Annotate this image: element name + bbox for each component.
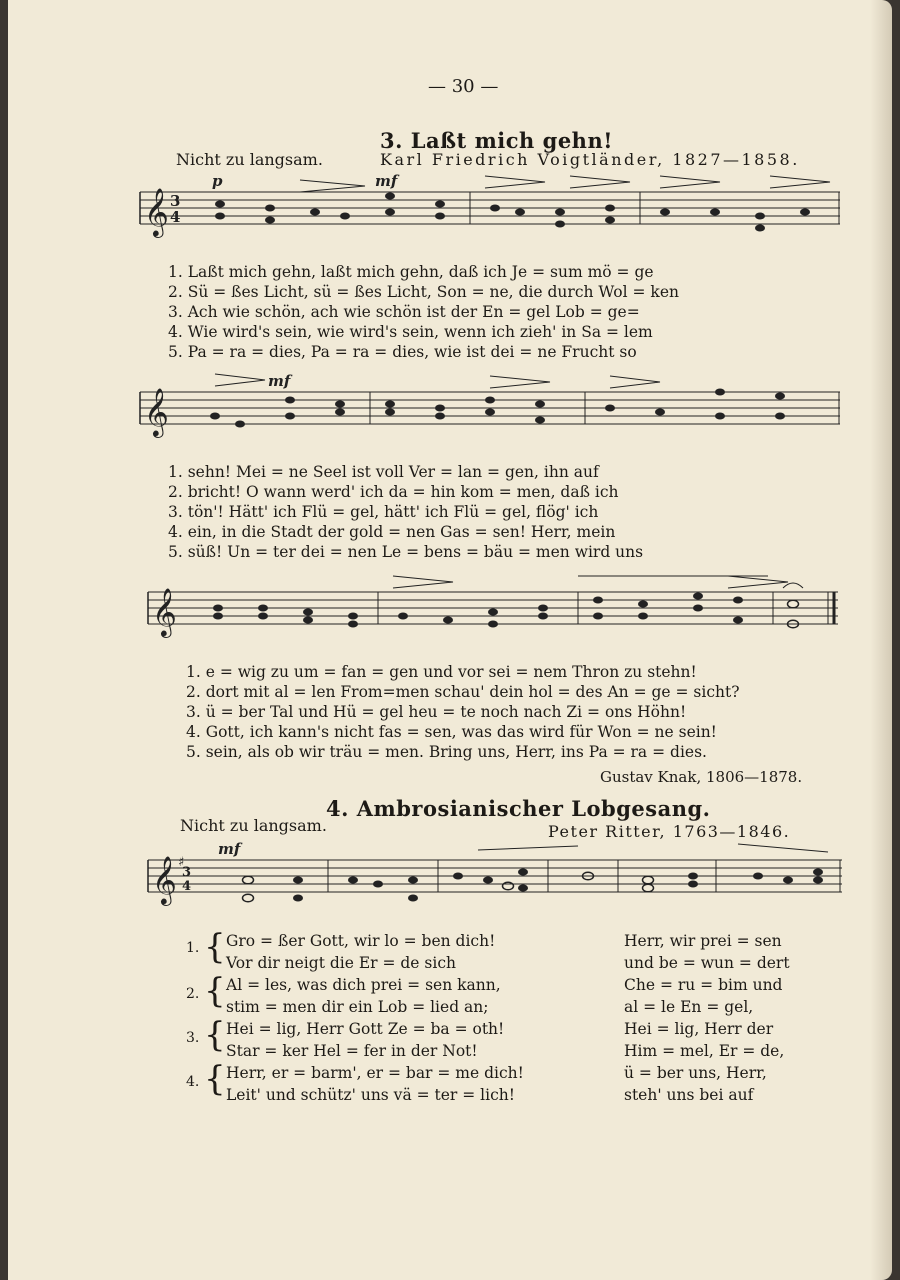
lyric-line: 5. süß! Un = ter dei = nen Le = bens = bäu = men wird uns <box>168 543 644 561</box>
svg-text:𝄞: 𝄞 <box>152 855 177 904</box>
lyric-line: steh' uns bei auf <box>624 1086 754 1104</box>
lyric-line: 4. ein, in die Stadt der gold = nen Gas = sen! Herr, mein <box>168 523 616 541</box>
lyric-line: 1. sehn! Mei = ne Seel ist voll Ver = lan = gen, ihn auf <box>168 463 599 481</box>
hymn-3-staff-3 <box>148 580 848 650</box>
svg-text:4: 4 <box>170 208 181 226</box>
svg-text:𝄞: 𝄞 <box>144 187 169 236</box>
verse-brace: { <box>204 971 226 1011</box>
hymn-3-lyrics-system-3 <box>186 662 740 762</box>
staff-2-notation <box>140 372 840 450</box>
hymn-3-lyrics-system-2 <box>168 462 643 562</box>
lyric-line: Gro = ßer Gott, wir lo = ben dich! <box>226 932 496 950</box>
svg-text:𝄞: 𝄞 <box>144 387 169 436</box>
lyric-line: 5. Pa = ra = dies, Pa = ra = dies, wie ist dei = ne Frucht so <box>168 343 637 361</box>
hymn-3-tempo: Nicht zu langsam. <box>176 150 323 169</box>
lyric-line: 2. dort mit al = len From=men schau' dein hol = des An = ge = sicht? <box>186 683 740 701</box>
hymn-4-lyrics-left <box>226 930 524 1106</box>
dynamic-mf: mf <box>375 172 398 190</box>
hymn-3-lyrics-system-1 <box>168 262 679 362</box>
lyric-line: Al = les, was dich prei = sen kann, <box>226 976 501 994</box>
lyric-line: 3. tön'! Hätt' ich Flü = gel, hätt' ich Flü = gel, flög' ich <box>168 503 599 521</box>
lyric-line: stim = men dir ein Lob = lied an; <box>226 998 489 1016</box>
lyric-line: und be = wun = dert <box>624 954 790 972</box>
lyric-line: 2. Sü = ßes Licht, sü = ßes Licht, Son = ne, die durch Wol = ken <box>168 283 679 301</box>
lyric-line: Hei = lig, Herr Gott Ze = ba = oth! <box>226 1020 505 1038</box>
lyric-line: Leit' und schütz' uns vä = ter = lich! <box>226 1086 515 1104</box>
lyric-line: 1. e = wig zu um = fan = gen und vor sei = nem Thron zu stehn! <box>186 663 697 681</box>
hymn-4-staff-notation <box>148 840 842 916</box>
verse-number: 2. <box>186 986 200 1002</box>
page-number: — 30 — <box>428 76 499 97</box>
svg-text:4: 4 <box>182 879 192 894</box>
verse-number: 1. <box>186 940 200 956</box>
hymn-3-composer: Karl Friedrich Voigtländer, 1827—1858. <box>380 150 800 169</box>
svg-text:3: 3 <box>170 192 181 210</box>
lyric-line: 2. bricht! O wann werd' ich da = hin kom = men, daß ich <box>168 483 619 501</box>
lyric-line: Star = ker Hel = fer in der Not! <box>226 1042 478 1060</box>
verse-brace: { <box>204 1059 226 1099</box>
lyric-line: Vor dir neigt die Er = de sich <box>226 954 456 972</box>
lyric-line: al = le En = gel, <box>624 998 754 1016</box>
dynamic-p: p <box>212 172 223 190</box>
lyric-line: 1. Laßt mich gehn, laßt mich gehn, daß ich Je = sum mö = ge <box>168 263 654 281</box>
hymn-4-title: 4. Ambrosianischer Lobgesang. <box>326 796 711 821</box>
hymn-4-lyrics-right <box>624 930 790 1106</box>
verse-brace: { <box>204 927 226 967</box>
lyric-line: 3. Ach wie schön, ach wie schön ist der En = gel Lob = ge= <box>168 303 640 321</box>
verse-brace: { <box>204 1015 226 1055</box>
svg-text:𝄞: 𝄞 <box>152 587 177 636</box>
verse-number: 4. <box>186 1074 200 1090</box>
svg-text:♯: ♯ <box>178 855 185 870</box>
lyric-line: Herr, wir prei = sen <box>624 932 782 950</box>
hymn-4-tempo: Nicht zu langsam. <box>180 816 327 835</box>
hymn-3-title: 3. Laßt mich gehn! <box>380 128 613 153</box>
lyric-line: Hei = lig, Herr der <box>624 1020 774 1038</box>
hymn-3-poet: Gustav Knak, 1806—1878. <box>600 768 803 786</box>
staff-3-notation <box>148 580 838 650</box>
lyric-line: 4. Gott, ich kann's nicht fas = sen, was das wird für Won = ne sein! <box>186 723 717 741</box>
hymn-4-staff-1 <box>148 840 848 916</box>
lyric-line: ü = ber uns, Herr, <box>624 1064 767 1082</box>
hymn-4-composer: Peter Ritter, 1763—1846. <box>548 822 791 841</box>
lyric-line: Him = mel, Er = de, <box>624 1042 785 1060</box>
lyric-line: 5. sein, als ob wir träu = men. Bring uns, Herr, ins Pa = ra = dies. <box>186 743 707 761</box>
lyric-line: 3. ü = ber Tal und Hü = gel heu = te noch nach Zi = ons Höhn! <box>186 703 687 721</box>
hymnal-page <box>8 0 892 1280</box>
lyric-line: Che = ru = bim und <box>624 976 783 994</box>
staff-1-notation <box>140 172 840 250</box>
verse-number: 3. <box>186 1030 200 1046</box>
lyric-line: 4. Wie wird's sein, wie wird's sein, wenn ich zieh' in Sa = lem <box>168 323 653 341</box>
hymn-3-staff-2 <box>140 372 840 450</box>
hymn-3-staff-1 <box>140 172 840 250</box>
dynamic-mf-hymn-4: mf <box>218 840 241 858</box>
svg-text:3: 3 <box>182 865 192 880</box>
lyric-line: Herr, er = barm', er = bar = me dich! <box>226 1064 524 1082</box>
dynamic-mf-2: mf <box>268 372 291 390</box>
